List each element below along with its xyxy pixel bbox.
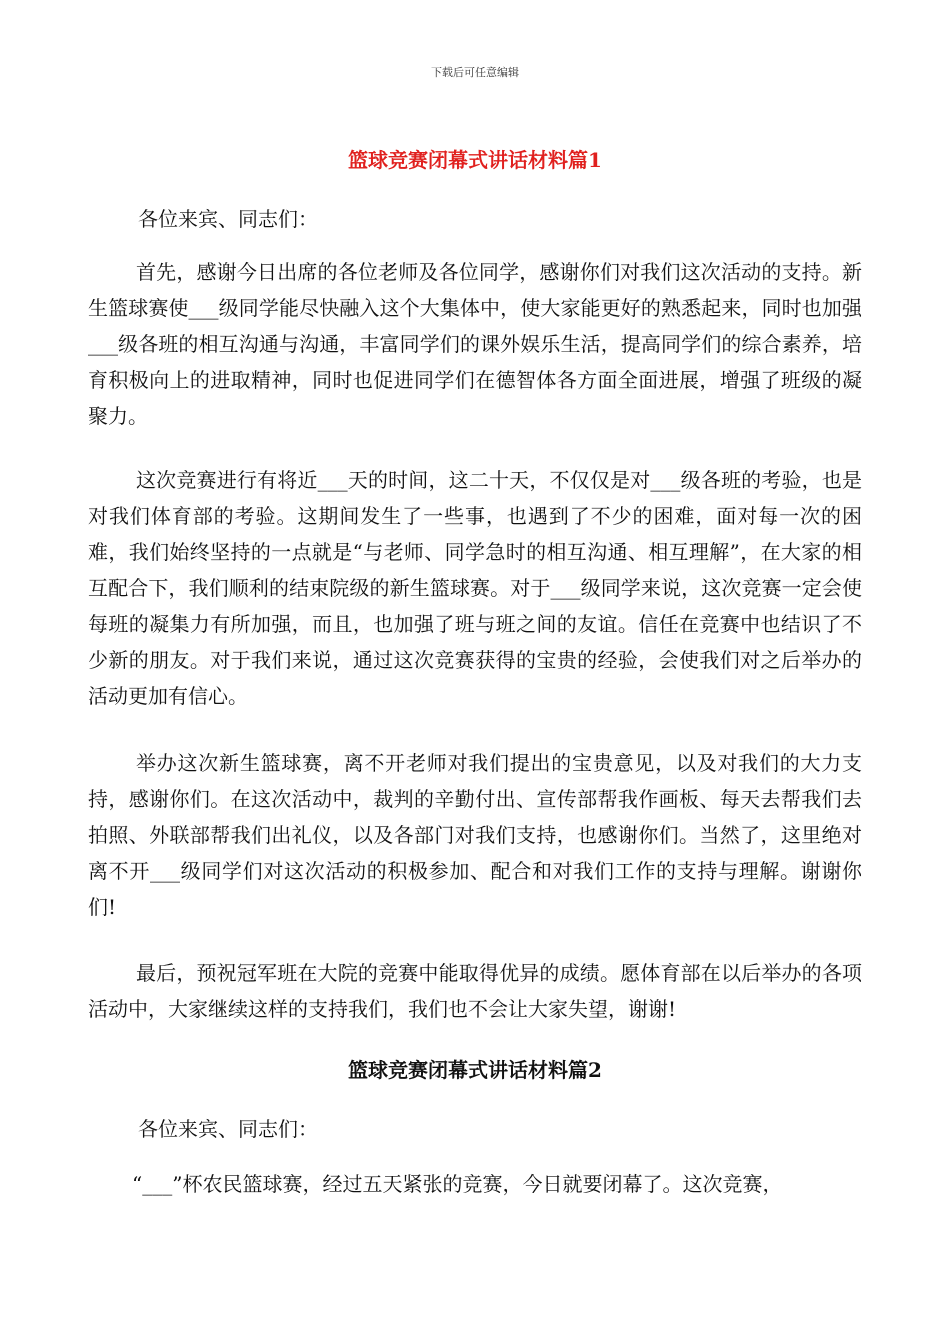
header-note: 下载后可任意编辑 bbox=[431, 66, 519, 79]
section-2-salutation: 各位来宾、同志们： bbox=[138, 1117, 318, 1141]
section-1-paragraph-4: 最后，预祝冠军班在大院的竞赛中能取得优异的成绩。愿体育部在以后举办的各项活动中，大家继续这样的支持我们，我们也不会让大家失望，谢谢! bbox=[88, 961, 862, 1021]
section-1-paragraph-2: 这次竞赛进行有将近___天的时间，这二十天，不仅仅是对___级各班的考验，也是对我们体育部的考验。这期间发生了一些事，也遇到了不少的困难，面对每一次的困难，我们始终坚持的一点就是“与老师、同学急时的相互沟通、相互理解”，在大家的相互配合下，我们顺利的结束院级的新生篮球赛。对于___级同学来说，这次竞赛一定会使每班的凝集力有所加强，而且，也加强了班与班之间的友谊。信任在竞赛中也结识了不少新的朋友。对于我们来说，通过这次竞赛获得的宝贵的经验，会使我们对之后举办的活动更加有信心。 bbox=[88, 468, 862, 708]
section-2-paragraph-1: “___”杯农民篮球赛，经过五天紧张的竞赛，今日就要闭幕了。这次竞赛， bbox=[132, 1172, 783, 1196]
section-1-salutation: 各位来宾、同志们： bbox=[138, 207, 318, 231]
section-1-title: 篮球竞赛闭幕式讲话材料篇1 bbox=[348, 148, 602, 172]
section-1-paragraph-3: 举办这次新生篮球赛，离不开老师对我们提出的宝贵意见，以及对我们的大力支持，感谢你们。在这次活动中，裁判的辛勤付出、宣传部帮我作画板、每天去帮我们去拍照、外联部帮我们出礼仪，以及各部门对我们支持，也感谢你们。当然了，这里绝对离不开___级同学们对这次活动的积极参加、配合和对我们工作的支持与理解。谢谢你们! bbox=[88, 751, 862, 919]
section-1-paragraph-1: 首先，感谢今日出席的各位老师及各位同学，感谢你们对我们这次活动的支持。新生篮球赛使___级同学能尽快融入这个大集体中，使大家能更好的熟悉起来，同时也加强___级各班的相互沟通与沟通，丰富同学们的课外娱乐生活，提高同学们的综合素养，培育积极向上的进取精神，同时也促进同学们在德智体各方面全面进展，增强了班级的凝聚力。 bbox=[88, 260, 862, 428]
section-2-title: 篮球竞赛闭幕式讲话材料篇2 bbox=[348, 1058, 602, 1082]
